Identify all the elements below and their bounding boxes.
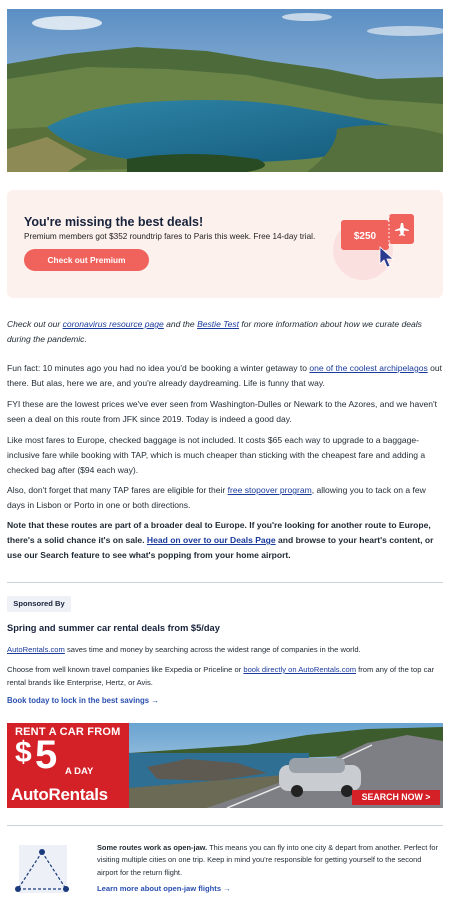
sponsor-line-2: Choose from well known travel companies like Expedia or Priceline or book directly on AutoRentals.com from any of the top car rental brands like Enterprise, Hertz, or Avis. [7, 665, 435, 687]
section-divider [7, 582, 443, 583]
intro-paragraph: Check out our coronavirus resource page and the Bestie Test for more information about how we curate deals during the pandemic. [7, 319, 422, 344]
check-out-premium-button[interactable]: Check out Premium [24, 249, 149, 271]
autorentals-logo: AutoRentals [11, 785, 108, 804]
ticket-illustration [327, 204, 423, 284]
arrow-right-icon: → [151, 696, 160, 705]
coronavirus-resource-link[interactable]: coronavirus resource page [62, 319, 164, 329]
broader-deal-paragraph: Note that these routes are part of a broader deal to Europe. If you're looking for another route to Europe, there's a solid chance it's on sale. Head on over to our Deals Page and browse to your heart's content, or use our Search feature to see what's popping from your home airport. [7, 520, 434, 560]
promo-title: You're missing the best deals! [24, 215, 204, 229]
baggage-paragraph: Like most fares to Europe, checked baggage is not included. It costs $65 each way to upgrade to a baggage-inclusive fare while booking with TAP, which is much cheaper than sticking with the cheapest fare and adding a checked bag after ($94 each way). [7, 435, 426, 475]
banner-price: 5 [35, 733, 58, 777]
hero-image [7, 9, 443, 172]
archipelagos-link[interactable]: one of the coolest archipelagos [309, 363, 428, 373]
fyi-paragraph: FYI these are the lowest prices we've ever seen from Washington-Dulles or Newark to the Azores, and we haven't seen a deal on this route from JFK since 2019. Today is indeed a good day. [7, 399, 438, 424]
fun-fact-paragraph: Fun fact: 10 minutes ago you had no idea you'd be booking a winter getaway to one of the coolest archipelagos out there. But alas, here we are, and you're already daydreaming. Life is funny that way. [7, 363, 442, 388]
banner-dollar: $ [15, 736, 32, 769]
search-now-button[interactable]: SEARCH NOW > [352, 790, 440, 805]
premium-promo-card [7, 190, 443, 298]
open-jaw-text: Some routes work as open-jaw. This means you can fly into one city & depart from another. Perfect for visiting multiple cities on one trip. Keep in mind you're responsible for getting yourself to the second airport for the return flight. [97, 843, 438, 877]
banner-line-1: RENT A CAR FROM [15, 726, 121, 738]
autorentals-link[interactable]: AutoRentals.com [7, 645, 65, 654]
book-directly-link[interactable]: book directly on AutoRentals.com [243, 665, 357, 674]
stopover-paragraph: Also, don't forget that many TAP fares are eligible for their free stopover program, allowing you to tack on a few days in Lisbon or Porto in one or both directions. [7, 485, 426, 510]
section-divider [7, 825, 443, 826]
book-today-link[interactable]: Book today to lock in the best savings → [7, 696, 160, 705]
arrow-right-icon: → [223, 884, 231, 893]
deals-page-link[interactable]: Head on over to our Deals Page [146, 535, 276, 545]
open-jaw-route-icon [9, 843, 75, 895]
stopover-program-link[interactable]: free stopover program [227, 485, 312, 495]
promo-subtitle: Premium members got $352 roundtrip fares to Paris this week. Free 14-day trial. [24, 232, 316, 241]
ticket-price: $250 [353, 231, 377, 242]
banner-offer-panel [7, 723, 129, 808]
bestie-test-link[interactable]: Bestie Test [197, 319, 240, 329]
open-jaw-learn-more-link[interactable]: Learn more about open-jaw flights → [97, 884, 231, 893]
sponsored-by-tag: Sponsored By [7, 596, 71, 612]
sponsor-line-1: AutoRentals.com saves time and money by searching across the widest range of companies in the world. [7, 645, 361, 654]
sponsor-title: Spring and summer car rental deals from $5/day [7, 623, 220, 633]
autorentals-banner[interactable] [7, 723, 443, 808]
banner-line-2: A DAY [65, 766, 94, 777]
